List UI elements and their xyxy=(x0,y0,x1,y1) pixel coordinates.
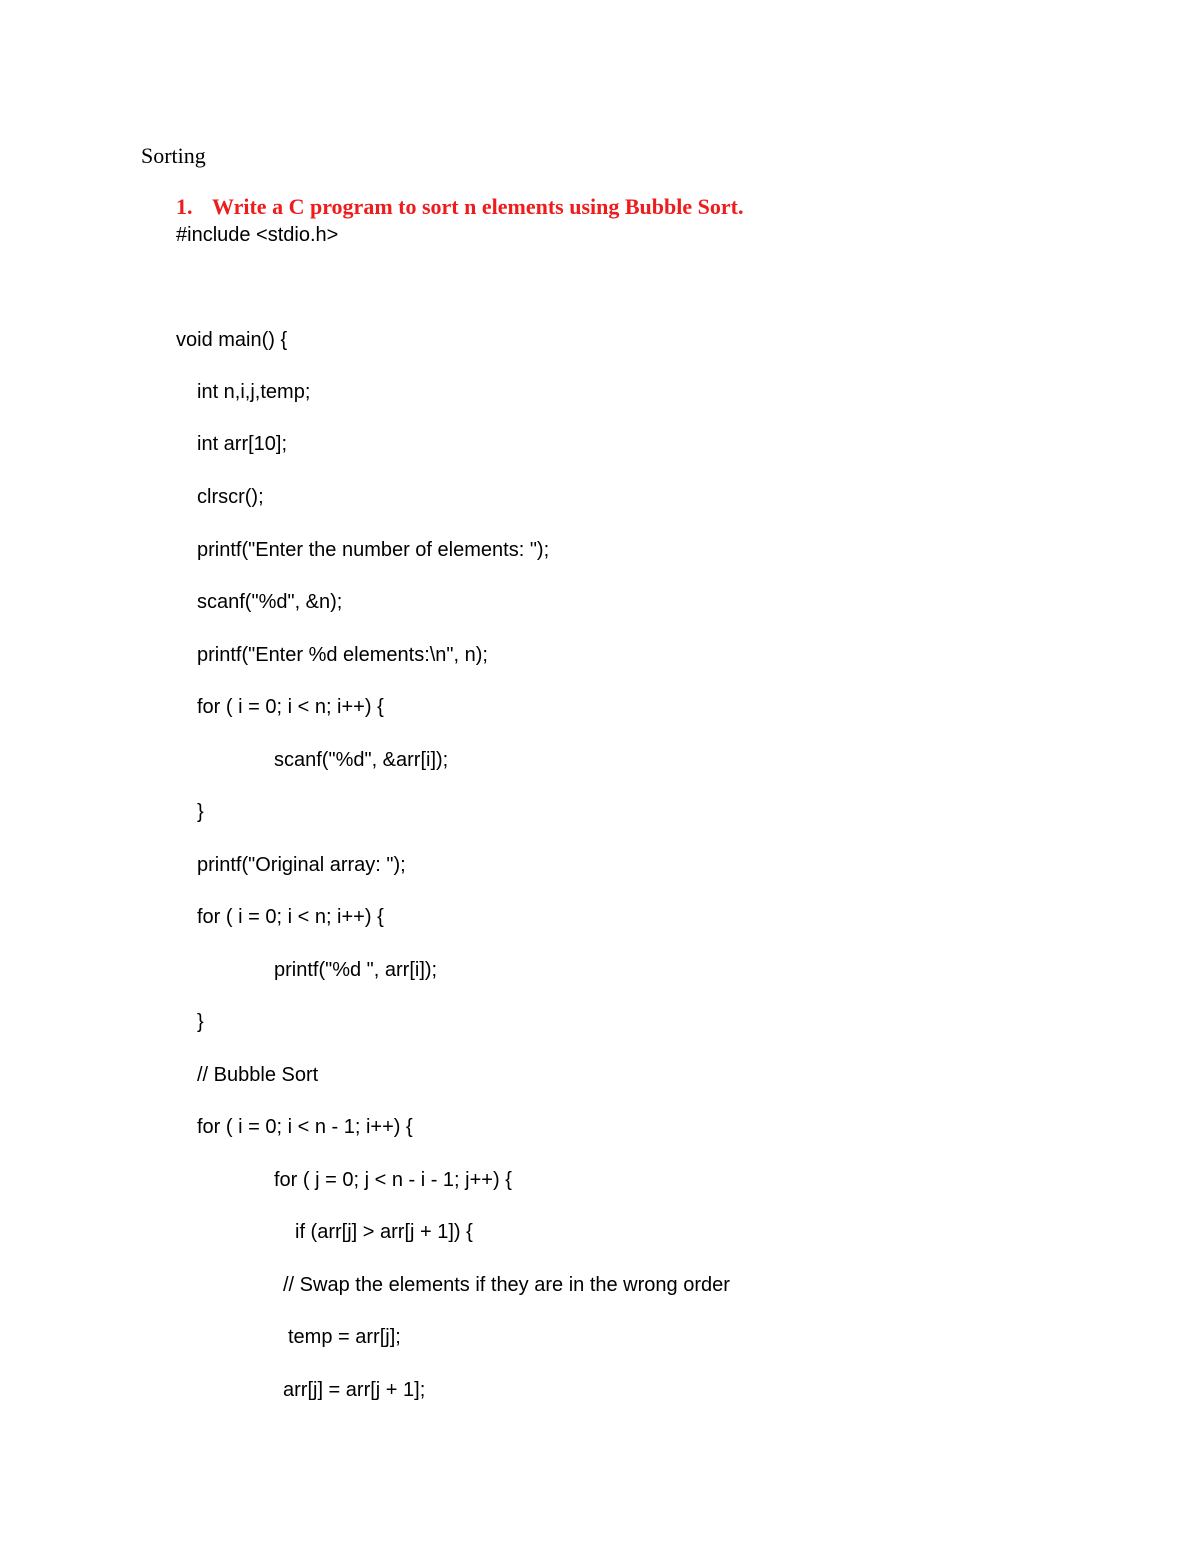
code-line: printf("%d ", arr[i]); xyxy=(274,959,438,981)
code-line: printf("Original array: "); xyxy=(197,854,406,876)
question-number: 1. xyxy=(176,194,193,219)
code-line: printf("Enter the number of elements: "); xyxy=(197,539,550,561)
section-heading: Sorting xyxy=(141,143,206,168)
code-line: for ( i = 0; i < n - 1; i++) { xyxy=(197,1116,413,1138)
code-line: int n,i,j,temp; xyxy=(197,381,311,403)
code-line: void main() { xyxy=(176,329,288,351)
code-line: for ( j = 0; j < n - i - 1; j++) { xyxy=(274,1169,512,1191)
code-line: scanf("%d", &n); xyxy=(197,591,343,613)
code-line: if (arr[j] > arr[j + 1]) { xyxy=(295,1221,473,1243)
code-comment: // Swap the elements if they are in the wrong order xyxy=(283,1274,730,1296)
code-line: int arr[10]; xyxy=(197,433,288,455)
code-line: temp = arr[j]; xyxy=(288,1326,401,1348)
code-line: #include <stdio.h> xyxy=(176,224,339,246)
code-line: for ( i = 0; i < n; i++) { xyxy=(197,696,384,718)
code-line: scanf("%d", &arr[i]); xyxy=(274,749,449,771)
code-comment: // Bubble Sort xyxy=(197,1064,319,1086)
code-line: arr[j] = arr[j + 1]; xyxy=(283,1379,426,1401)
code-line: } xyxy=(197,801,204,823)
code-line: printf("Enter %d elements:\n", n); xyxy=(197,644,488,666)
code-line: clrscr(); xyxy=(197,486,264,508)
question-item xyxy=(176,191,743,223)
code-line: } xyxy=(197,1011,204,1033)
question-text: Write a C program to sort n elements using Bubble Sort. xyxy=(212,194,744,219)
code-line: for ( i = 0; i < n; i++) { xyxy=(197,906,384,928)
